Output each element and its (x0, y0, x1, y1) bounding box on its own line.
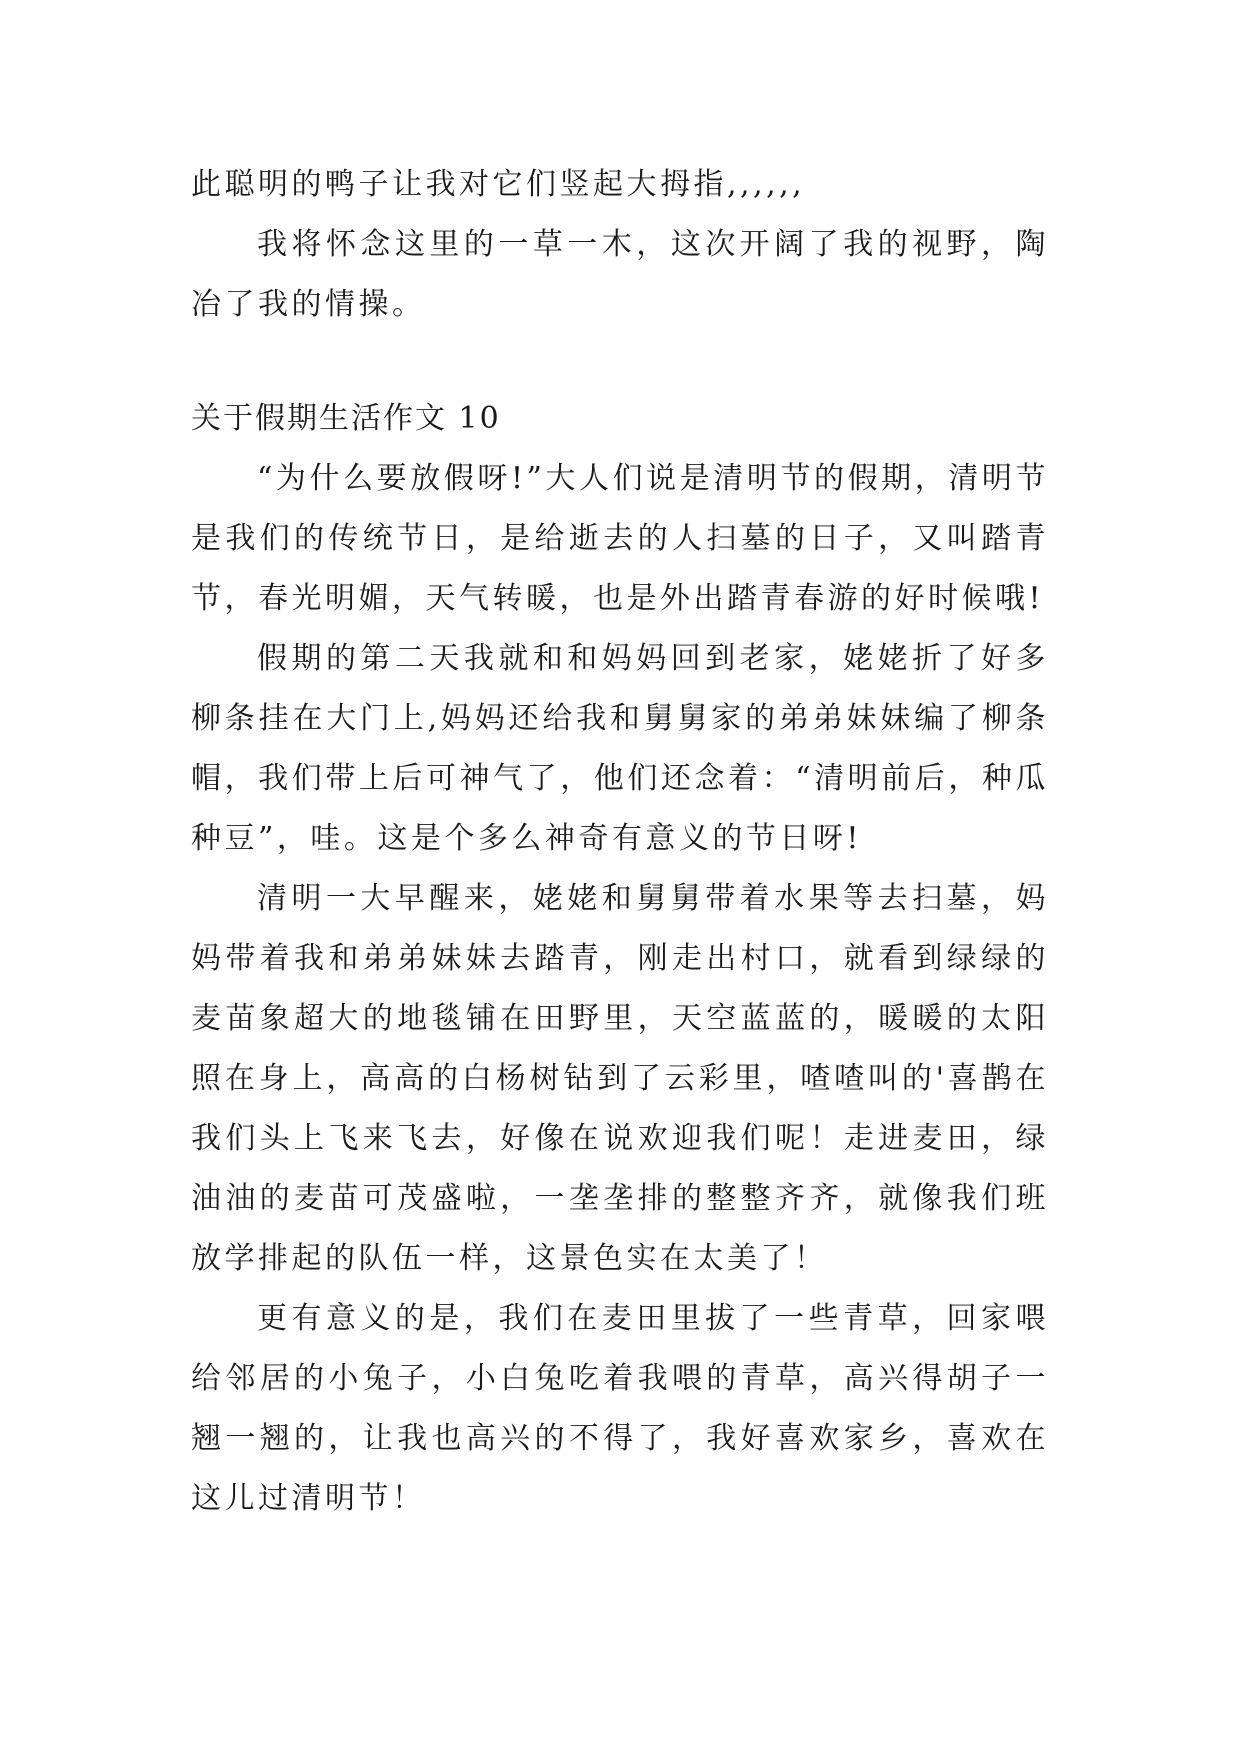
previous-essay-ending (191, 155, 1049, 335)
essay-paragraph-2: 假期的第二天我就和和妈妈回到老家，姥姥折了好多柳条挂在大门上,妈妈还给我和舅舅家的弟弟妹妹编了柳条帽，我们带上后可神气了，他们还念着：“清明前后，种瓜种豆”，哇。这是个多么神奇有意义的节日呀! (191, 641, 1049, 856)
essay-title (191, 389, 1049, 449)
essay-paragraph-4: 更有意义的是，我们在麦田里拔了一些青草，回家喂给邻居的小兔子，小白兔吃着我喂的青草，高兴得胡子一翘一翘的，让我也高兴的不得了，我好喜欢家乡，喜欢在这儿过清明节！ (191, 1301, 1049, 1516)
essay-paragraph-1: “为什么要放假呀!”大人们说是清明节的假期，清明节是我们的传统节日，是给逝去的人扫墓的日子，又叫踏青节，春光明媚，天气转暖，也是外出踏青春游的好时候哦! (191, 461, 1049, 616)
essay-paragraph-3: 清明一大早醒来，姥姥和舅舅带着水果等去扫墓，妈妈带着我和弟弟妹妹去踏青，刚走出村口，就看到绿绿的麦苗象超大的地毯铺在田野里，天空蓝蓝的，暖暖的太阳照在身上，高高的白杨树钻到了云彩里，喳喳叫的'喜鹊在我们头上飞来飞去，好像在说欢迎我们呢！走进麦田，绿油油的麦苗可茂盛啦，一垄垄排的整整齐齐，就像我们班放学排起的队伍一样，这景色实在太美了！ (191, 881, 1049, 1276)
essay-body (191, 449, 1049, 1529)
paragraph-continuation: 此聪明的鸭子让我对它们竖起大拇指,,,,,, (191, 167, 806, 202)
paragraph-closing: 我将怀念这里的一草一木，这次开阔了我的视野，陶冶了我的情操。 (191, 227, 1049, 322)
essay-title-text: 关于假期生活作文 10 (191, 401, 501, 436)
